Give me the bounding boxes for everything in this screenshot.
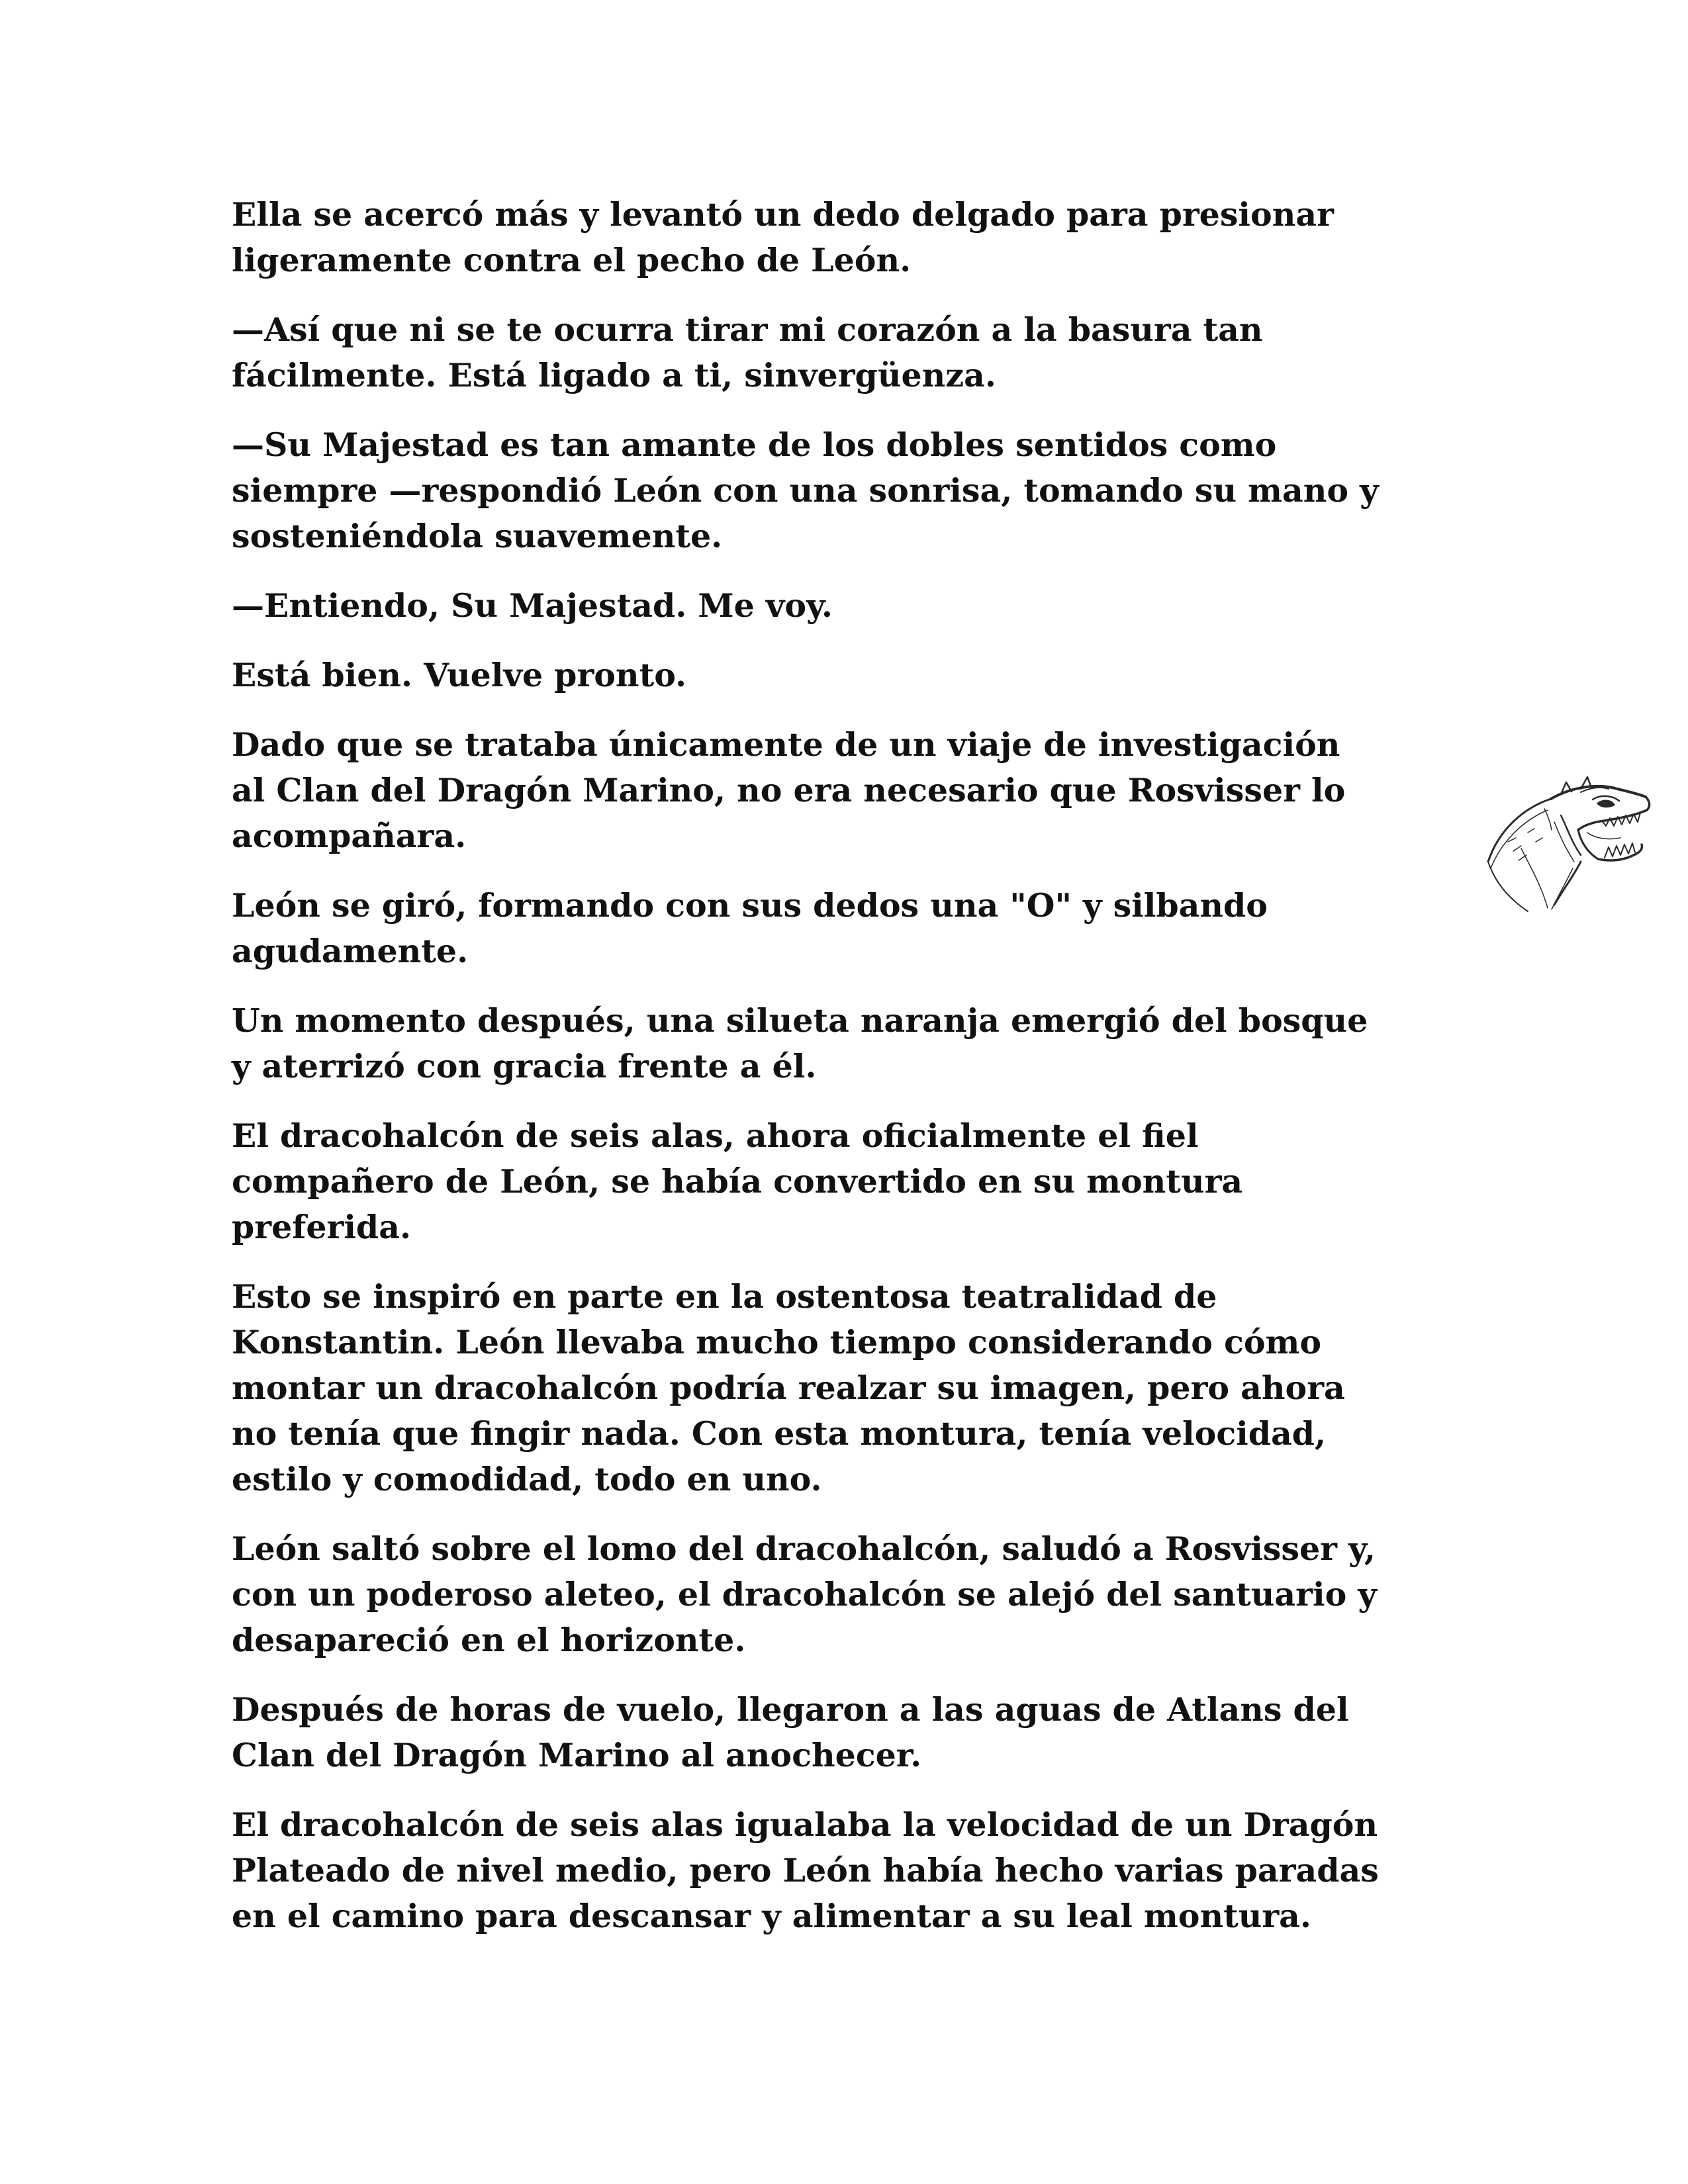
paragraph [232, 653, 1489, 698]
text-line: y aterrizó con gracia frente a él. [232, 1047, 817, 1085]
text-line: siempre —respondió León con una sonrisa, tomando su mano y [232, 471, 1379, 510]
text-line: Está bien. Vuelve pronto. [232, 656, 687, 694]
text-line: Dado que se trataba únicamente de un viaje de investigación [232, 725, 1340, 764]
paragraph [232, 998, 1489, 1089]
text-line: no tenía que fingir nada. Con esta montura, tenía velocidad, [232, 1414, 1327, 1453]
text-line: El dracohalcón de seis alas, ahora oficialmente el fiel [232, 1116, 1199, 1155]
text-line: —Así que ni se te ocurra tirar mi corazón a la basura tan [232, 310, 1263, 349]
paragraph [232, 192, 1489, 283]
text-line: Después de horas de vuelo, llegaron a las aguas de Atlans del [232, 1690, 1349, 1729]
text-line: agudamente. [232, 932, 469, 970]
text-line: sosteniéndola suavemente. [232, 517, 723, 555]
text-line: montar un dracohalcón podría realzar su imagen, pero ahora [232, 1369, 1345, 1407]
paragraph [232, 1274, 1489, 1502]
text-line: desapareció en el horizonte. [232, 1621, 746, 1659]
text-line: —Entiendo, Su Majestad. Me voy. [232, 586, 833, 625]
text-line: Un momento después, una silueta naranja emergió del bosque [232, 1001, 1368, 1040]
text-line: El dracohalcón de seis alas igualaba la velocidad de un Dragón [232, 1805, 1378, 1844]
text-line: León se giró, formando con sus dedos una "O" y silbando [232, 886, 1268, 925]
paragraph [232, 883, 1489, 974]
text-line: —Su Majestad es tan amante de los dobles sentidos como [232, 426, 1277, 464]
text-line: estilo y comodidad, todo en uno. [232, 1460, 822, 1498]
text-line: Clan del Dragón Marino al anochecer. [232, 1736, 922, 1774]
text-line: compañero de León, se había convertido en su montura [232, 1162, 1243, 1201]
text-line: León saltó sobre el lomo del dracohalcón, saludó a Rosvisser y, [232, 1529, 1376, 1568]
paragraph [232, 1802, 1489, 1939]
text-line: Plateado de nivel medio, pero León había hecho varias paradas [232, 1851, 1379, 1889]
paragraph [232, 307, 1489, 398]
paragraph [232, 1526, 1489, 1663]
paragraph [232, 1687, 1489, 1778]
body-text [232, 192, 1489, 1963]
text-line: con un poderoso aleteo, el dracohalcón se alejó del santuario y [232, 1575, 1377, 1614]
text-line: en el camino para descansar y alimentar a su leal montura. [232, 1897, 1311, 1935]
text-line: acompañara. [232, 817, 467, 855]
paragraph [232, 722, 1489, 859]
text-line: al Clan del Dragón Marino, no era necesario que Rosvisser lo [232, 771, 1346, 809]
text-line: Konstantin. León llevaba mucho tiempo considerando cómo [232, 1323, 1322, 1361]
paragraph [232, 1113, 1489, 1250]
paragraph [232, 583, 1489, 629]
paragraph [232, 422, 1489, 559]
text-line: Esto se inspiró en parte en la ostentosa teatralidad de [232, 1277, 1217, 1316]
text-line: Ella se acercó más y levantó un dedo delgado para presionar [232, 195, 1334, 234]
text-line: preferida. [232, 1208, 412, 1246]
text-line: ligeramente contra el pecho de León. [232, 241, 912, 279]
text-line: fácilmente. Está ligado a ti, sinvergüenza. [232, 356, 996, 394]
dragon-head-sketch-icon [1481, 769, 1655, 921]
